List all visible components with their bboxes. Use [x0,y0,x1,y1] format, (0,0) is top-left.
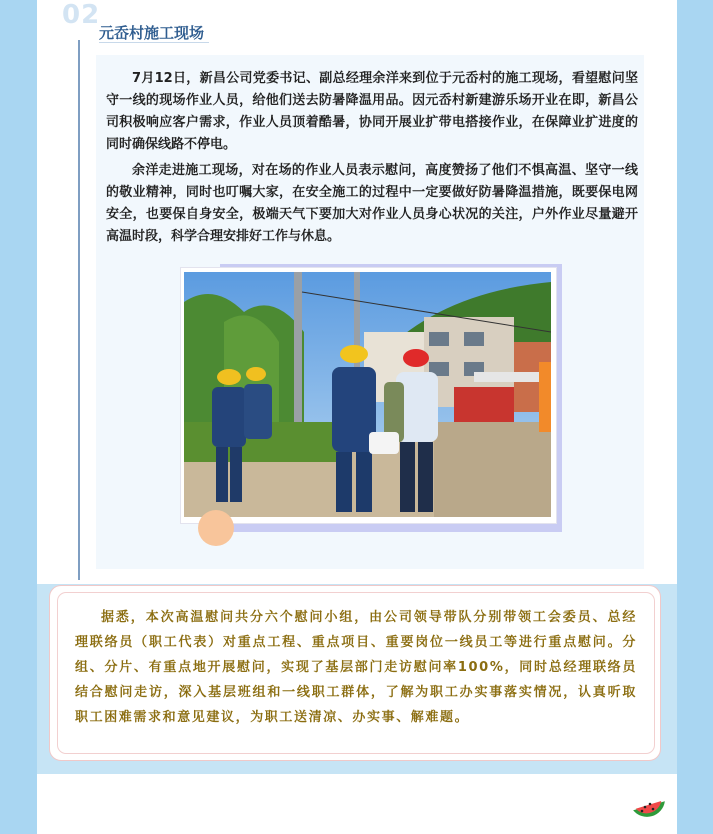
article-paragraph-2: 余洋走进施工现场，对在场的作业人员表示慰问，高度赞扬了他们不惧高温、坚守一线的敬业精神，同时也叮嘱大家，在安全施工的过程中一定要做好防暑降温措施，既要保电网安全，也要保自身安全，极端天气下要加大对作业人员身心状况的关注，户外作业尽量避开高温时段，科学合理安排好工作与休息。 [106,163,638,244]
section-number: 02 [62,0,101,30]
article-paragraph-1: 7月12日，新昌公司党委书记、副总经理余洋来到位于元岙村的施工现场，看望慰问坚守一线的现场作业人员，给他们送去防暑降温用品。因元岙村新建游乐场开业在即，新昌公司积极响应客户需求，作业人员顶着酷暑，协同开展业扩带电搭接作业，在保障业扩进度的同时确保线路不停电。 [106,71,638,152]
watermelon-icon [628,780,668,820]
title-underline [99,42,209,43]
peach-decor-dot [198,510,234,546]
summary-text: 据悉，本次高温慰问共分六个慰问小组，由公司领导带队分别带领工会委员、总经理联络员（职工代表）对重点工程、重点项目、重要岗位一线员工等进行重点慰问。分组、分片、有重点地开展慰问，实现了基层部门走访慰问率100%，同时总经理联络员结合慰问走访，深入基层班组和一线职工群体，了解为职工办实事落实情况，认真听取职工困难需求和意见建议，为职工送清凉、办实事、解难题。 [75,610,637,725]
section-title: 元岙村施工现场 [99,24,205,42]
section-side-line [78,40,80,580]
site-photo [184,272,551,517]
